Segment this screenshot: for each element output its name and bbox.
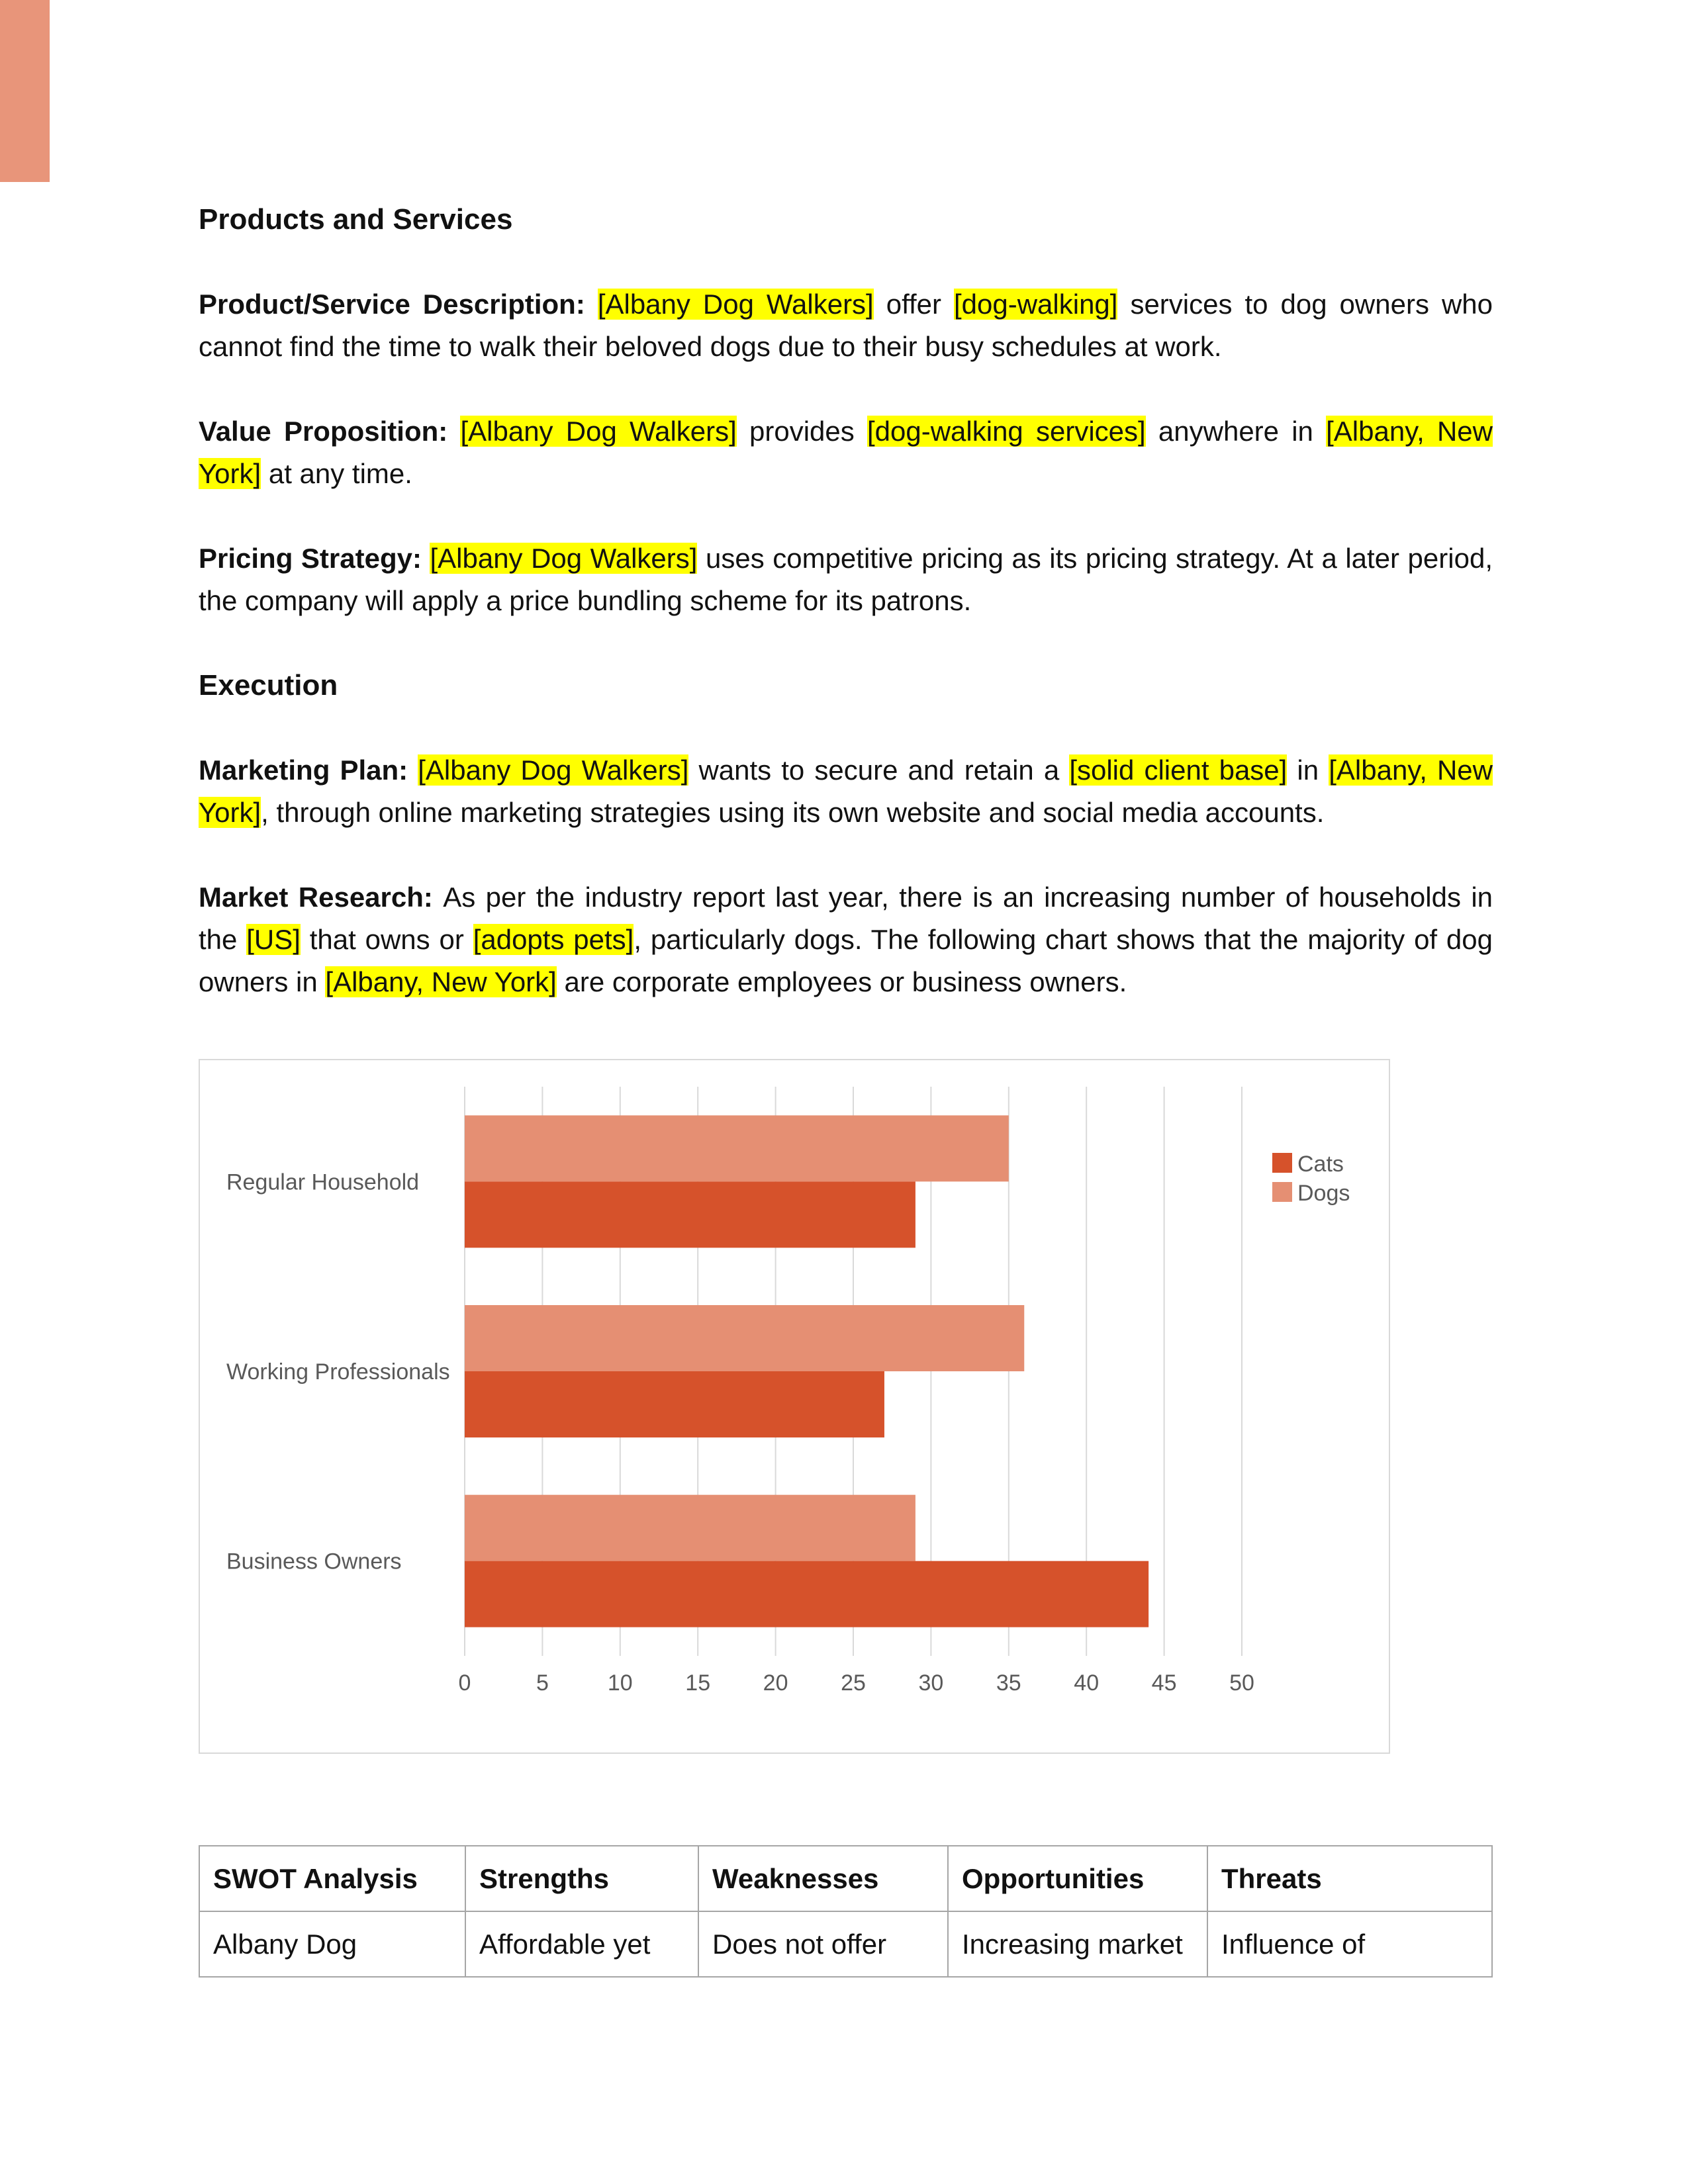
bar-cats [465, 1181, 915, 1248]
paragraph-text: wants to secure and retain a [688, 754, 1070, 786]
swot-header-cell: Threats [1207, 1846, 1492, 1911]
section-heading-products: Products and Services [199, 203, 513, 236]
swot-header-cell: SWOT Analysis [199, 1846, 465, 1911]
tick-label: 20 [763, 1670, 788, 1696]
swot-cell: Albany Dog [199, 1911, 465, 1977]
paragraph-text: are corporate employees or business owners. [556, 966, 1127, 997]
swot-header-row [199, 1846, 1492, 1911]
swot-header-cell: Weaknesses [698, 1846, 948, 1911]
legend-label: Cats [1297, 1152, 1344, 1177]
bar-dogs [465, 1305, 1024, 1371]
placeholder-company: [Albany Dog Walkers] [418, 754, 689, 786]
placeholder-pets: [adopts pets] [473, 924, 634, 955]
tick-label: 5 [536, 1670, 549, 1696]
paragraph-text: provides [736, 416, 867, 447]
swot-row [199, 1911, 1492, 1977]
placeholder-location: [Albany, New York] [199, 416, 1493, 489]
paragraph-label: Value Proposition: [199, 416, 461, 447]
bar-cats [465, 1371, 884, 1437]
swot-cell: Influence of [1207, 1911, 1492, 1977]
corner-accent-tab [0, 0, 50, 182]
document-body [199, 199, 1493, 1003]
market-research-paragraph [199, 876, 1493, 1003]
placeholder-goal: [solid client base] [1069, 754, 1288, 786]
paragraph-text: that owns or [300, 924, 473, 955]
pricing-strategy-paragraph [199, 537, 1493, 622]
legend-label: Dogs [1297, 1181, 1350, 1206]
placeholder-service: [dog-walking services] [867, 416, 1146, 447]
bar-dogs [465, 1495, 915, 1561]
placeholder-service: [dog-walking] [953, 289, 1118, 320]
swot-cell: Increasing market [948, 1911, 1207, 1977]
bar-cats [465, 1561, 1149, 1627]
legend-swatch [1272, 1153, 1292, 1173]
pet-owner-bar-chart [199, 1059, 1390, 1754]
tick-label: 35 [996, 1670, 1021, 1696]
category-label: Working Professionals [226, 1359, 450, 1385]
paragraph-text: uses competitive pricing as its pricing strategy. At a later period, the company will apply a price bundling scheme for its patrons. [199, 543, 1493, 616]
paragraph-text: services to dog owners who cannot find the time to walk their beloved dogs due to their busy schedules at work. [199, 289, 1493, 362]
paragraph-label: Marketing Plan: [199, 754, 418, 786]
tick-label: 40 [1074, 1670, 1100, 1696]
marketing-plan-paragraph [199, 749, 1493, 834]
paragraph-text: As per the industry report last year, there is an increasing number of households in the [199, 882, 1493, 955]
tick-label: 15 [685, 1670, 711, 1696]
paragraph-text: , through online marketing strategies using its own website and social media accounts. [261, 797, 1325, 828]
category-label: Regular Household [226, 1169, 420, 1195]
paragraph-text: offer [873, 289, 954, 320]
legend-swatch [1272, 1182, 1292, 1202]
tick-label: 50 [1229, 1670, 1254, 1696]
placeholder-company: [Albany Dog Walkers] [460, 416, 737, 447]
swot-header-cell: Opportunities [948, 1846, 1207, 1911]
paragraph-text: in [1287, 754, 1329, 786]
paragraph-text: , particularly dogs. The following chart shows that the majority of dog owners in [199, 924, 1493, 997]
placeholder-company: [Albany Dog Walkers] [430, 543, 698, 574]
placeholder-location: [Albany, New York] [199, 754, 1493, 828]
swot-cell: Does not offer [698, 1911, 948, 1977]
paragraph-label: Product/Service Description: [199, 289, 598, 320]
product-description-paragraph [199, 283, 1493, 368]
tick-label: 10 [607, 1670, 633, 1696]
placeholder-location: [Albany, New York] [325, 966, 557, 997]
paragraph-label: Market Research: [199, 882, 444, 913]
paragraph-label: Pricing Strategy: [199, 543, 430, 574]
swot-header-cell: Strengths [465, 1846, 698, 1911]
paragraph-text: anywhere in [1145, 416, 1327, 447]
category-label: Business Owners [226, 1549, 402, 1574]
placeholder-company: [Albany Dog Walkers] [597, 289, 874, 320]
tick-label: 0 [458, 1670, 471, 1696]
tick-label: 25 [841, 1670, 866, 1696]
chart-canvas [200, 1060, 1389, 1752]
swot-cell: Affordable yet [465, 1911, 698, 1977]
paragraph-text: at any time. [261, 458, 412, 489]
tick-label: 45 [1151, 1670, 1177, 1696]
section-heading-execution: Execution [199, 669, 338, 702]
value-proposition-paragraph [199, 410, 1493, 495]
placeholder-country: [US] [246, 924, 301, 955]
swot-table [199, 1845, 1493, 1978]
bar-dogs [465, 1115, 1009, 1181]
tick-label: 30 [918, 1670, 944, 1696]
